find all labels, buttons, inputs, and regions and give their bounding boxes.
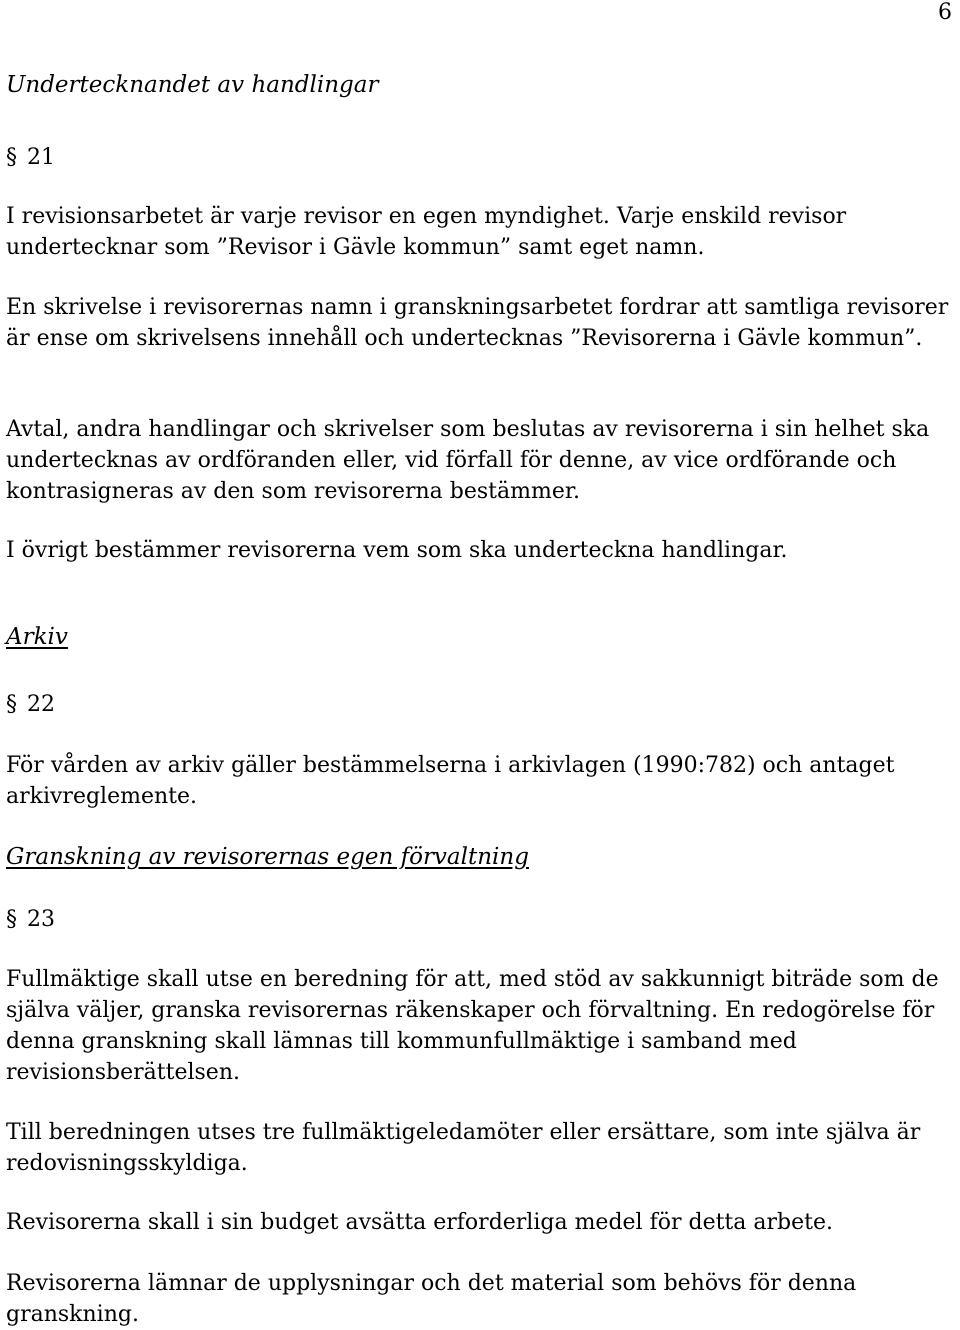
section-sign-icon: § — [6, 145, 17, 170]
paragraph-text: Revisorerna lämnar de upplysningar och det material som behövs för denna granskning. — [6, 1271, 857, 1327]
paragraph-text: I övrigt bestämmer revisorerna vem som ska underteckna handlingar. — [6, 538, 788, 563]
paragraph-marker-23 — [6, 904, 952, 935]
section-sign-icon: § — [6, 692, 17, 717]
paragraph-text: Revisorerna skall i sin budget avsätta erforderliga medel för detta arbete. — [6, 1210, 833, 1235]
section-heading-arkiv: Arkiv — [6, 624, 68, 650]
section-sign-icon: § — [6, 907, 17, 932]
paragraph-text: För vården av arkiv gäller bestämmelserna i arkivlagen (1990:782) och antaget arkivreglemente. — [6, 753, 895, 809]
paragraph-number: 22 — [27, 692, 55, 717]
paragraph-text: Avtal, andra handlingar och skrivelser som beslutas av revisorerna i sin helhet ska undertecknas av ordföranden eller, vid förfall för denne, av vice ordförande och kontrasigneras av den som revisorerna bestämmer. — [6, 417, 930, 504]
paragraph-number: 23 — [27, 907, 55, 932]
paragraph-text: En skrivelse i revisorernas namn i granskningsarbetet fordrar att samtliga revisorer är ense om skrivelsens innehåll och undertecknas ”Revisorerna i Gävle kommun”. — [6, 295, 949, 351]
section-heading-granskning: Granskning av revisorernas egen förvaltning — [6, 844, 529, 870]
paragraph-text: Till beredningen utses tre fullmäktigeledamöter eller ersättare, som inte själva är redovisningsskyldiga. — [6, 1120, 921, 1176]
paragraph-marker-21 — [6, 142, 952, 173]
section-heading-undertecknandet: Undertecknandet av handlingar — [6, 72, 379, 98]
paragraph-number: 21 — [27, 145, 55, 170]
paragraph-text: I revisionsarbetet är varje revisor en egen myndighet. Varje enskild revisor undertecknar som ”Revisor i Gävle kommun” samt eget namn. — [6, 204, 847, 260]
paragraph-marker-22 — [6, 689, 952, 720]
page-number: 6 — [938, 0, 952, 25]
paragraph-text: Fullmäktige skall utse en beredning för att, med stöd av sakkunnigt biträde som de själva väljer, granska revisorernas räkenskaper och förvaltning. En redogörelse för denna granskning skall lämnas till kommunfullmäktige i samband med revisionsberättelsen. — [6, 967, 939, 1085]
